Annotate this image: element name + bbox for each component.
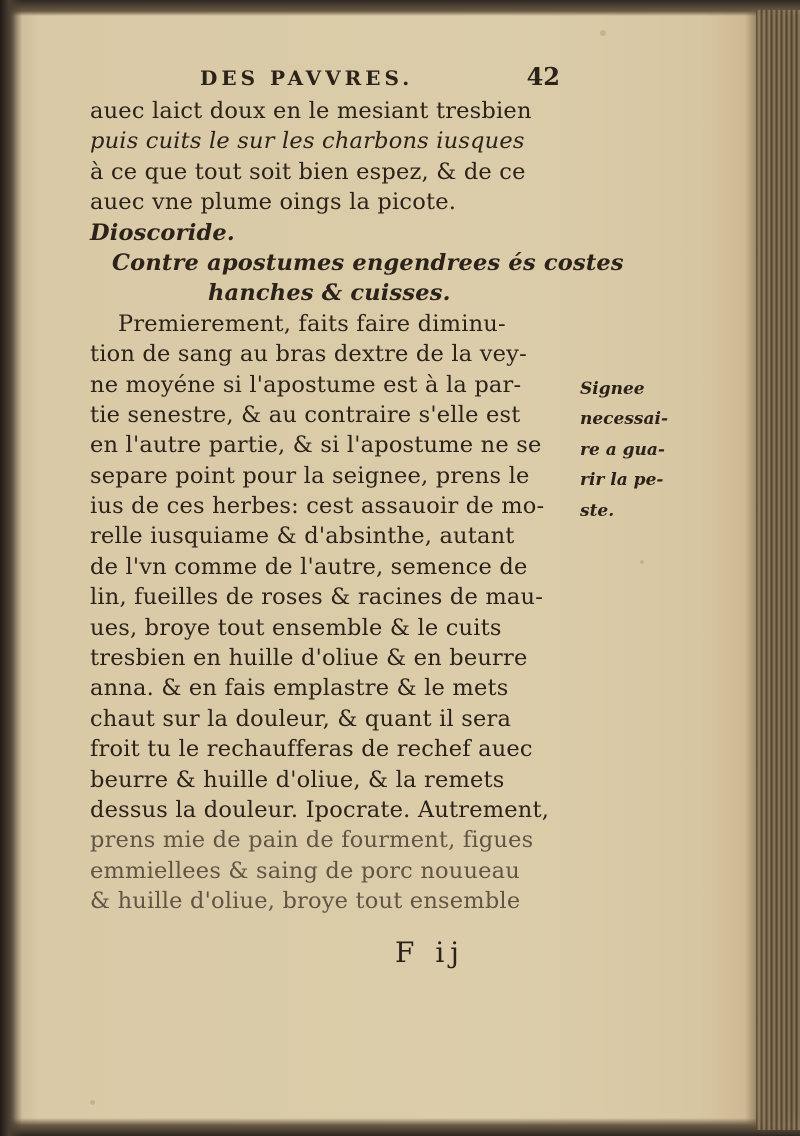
running-title: DES PAVVRES. <box>200 66 414 90</box>
text-line: Premierement, faits faire diminu- <box>118 310 506 337</box>
margin-note-line: re a gua- <box>580 439 665 460</box>
section-heading-cont: hanches & cuisses. <box>208 280 451 307</box>
margin-note-line: Signee <box>580 379 645 399</box>
text-line: prens mie de pain de fourment, figues <box>90 827 534 854</box>
text-line: chaut sur la douleur, & quant il sera <box>90 705 512 732</box>
text-line: puis cuits le sur les charbons iusques <box>90 128 525 155</box>
binding-gutter <box>0 0 22 1136</box>
margin-note-line: ste. <box>580 500 615 521</box>
text-line: de l'vn comme de l'autre, semence de <box>90 553 528 580</box>
running-header <box>200 62 560 91</box>
foxing-spot <box>600 30 606 36</box>
text-line: auec vne plume oings la picote. <box>90 189 457 216</box>
text-line: ne moyéne si l'apostume est à la par- <box>90 371 522 398</box>
page-number: 42 <box>526 62 560 91</box>
text-line: froit tu le rechaufferas de rechef auec <box>90 736 533 763</box>
text-line: anna. & en fais emplastre & le mets <box>90 675 509 702</box>
page-leaves-edge <box>756 10 800 1130</box>
text-line: dessus la douleur. Ipocrate. Autrement, <box>90 796 550 823</box>
text-line: emmiellees & saing de porc nouueau <box>90 857 520 884</box>
text-line: tresbien en huille d'oliue & en beurre <box>90 645 528 672</box>
margin-note-line: rir la pe- <box>580 470 664 491</box>
text-line: ius de ces herbes: cest assauoir de mo- <box>90 493 545 520</box>
text-line: auec laict doux en le mesiant tresbien <box>90 98 532 124</box>
page-bottom-edge <box>0 1118 800 1136</box>
text-line: à ce que tout soit bien espez, & de ce <box>90 158 526 185</box>
text-line: separe point pour la seignee, prens le <box>90 462 530 489</box>
text-line: en l'autre partie, & si l'apostume ne se <box>90 432 542 459</box>
text-line: tie senestre, & au contraire s'elle est <box>90 401 521 428</box>
text-line: tion de sang au bras dextre de la vey- <box>90 341 527 368</box>
text-line: beurre & huille d'oliue, & la remets <box>90 766 505 793</box>
signature-mark: F ij <box>395 936 465 969</box>
page-top-edge <box>0 0 800 16</box>
margin-note-line: necessai- <box>580 409 669 430</box>
text-line: relle iusquiame & d'absinthe, autant <box>90 523 515 550</box>
margin-note <box>580 374 670 526</box>
section-heading: Contre apostumes engendrees és costes <box>112 249 624 276</box>
text-line: lin, fueilles de roses & racines de mau- <box>90 584 544 611</box>
foxing-spot <box>640 560 644 564</box>
text-line: & huille d'oliue, broye tout ensemble <box>90 888 521 915</box>
text-line: ues, broye tout ensemble & le cuits <box>90 614 502 641</box>
citation-dioscoride: Dioscoride. <box>90 219 235 246</box>
foxing-spot <box>90 1100 95 1105</box>
